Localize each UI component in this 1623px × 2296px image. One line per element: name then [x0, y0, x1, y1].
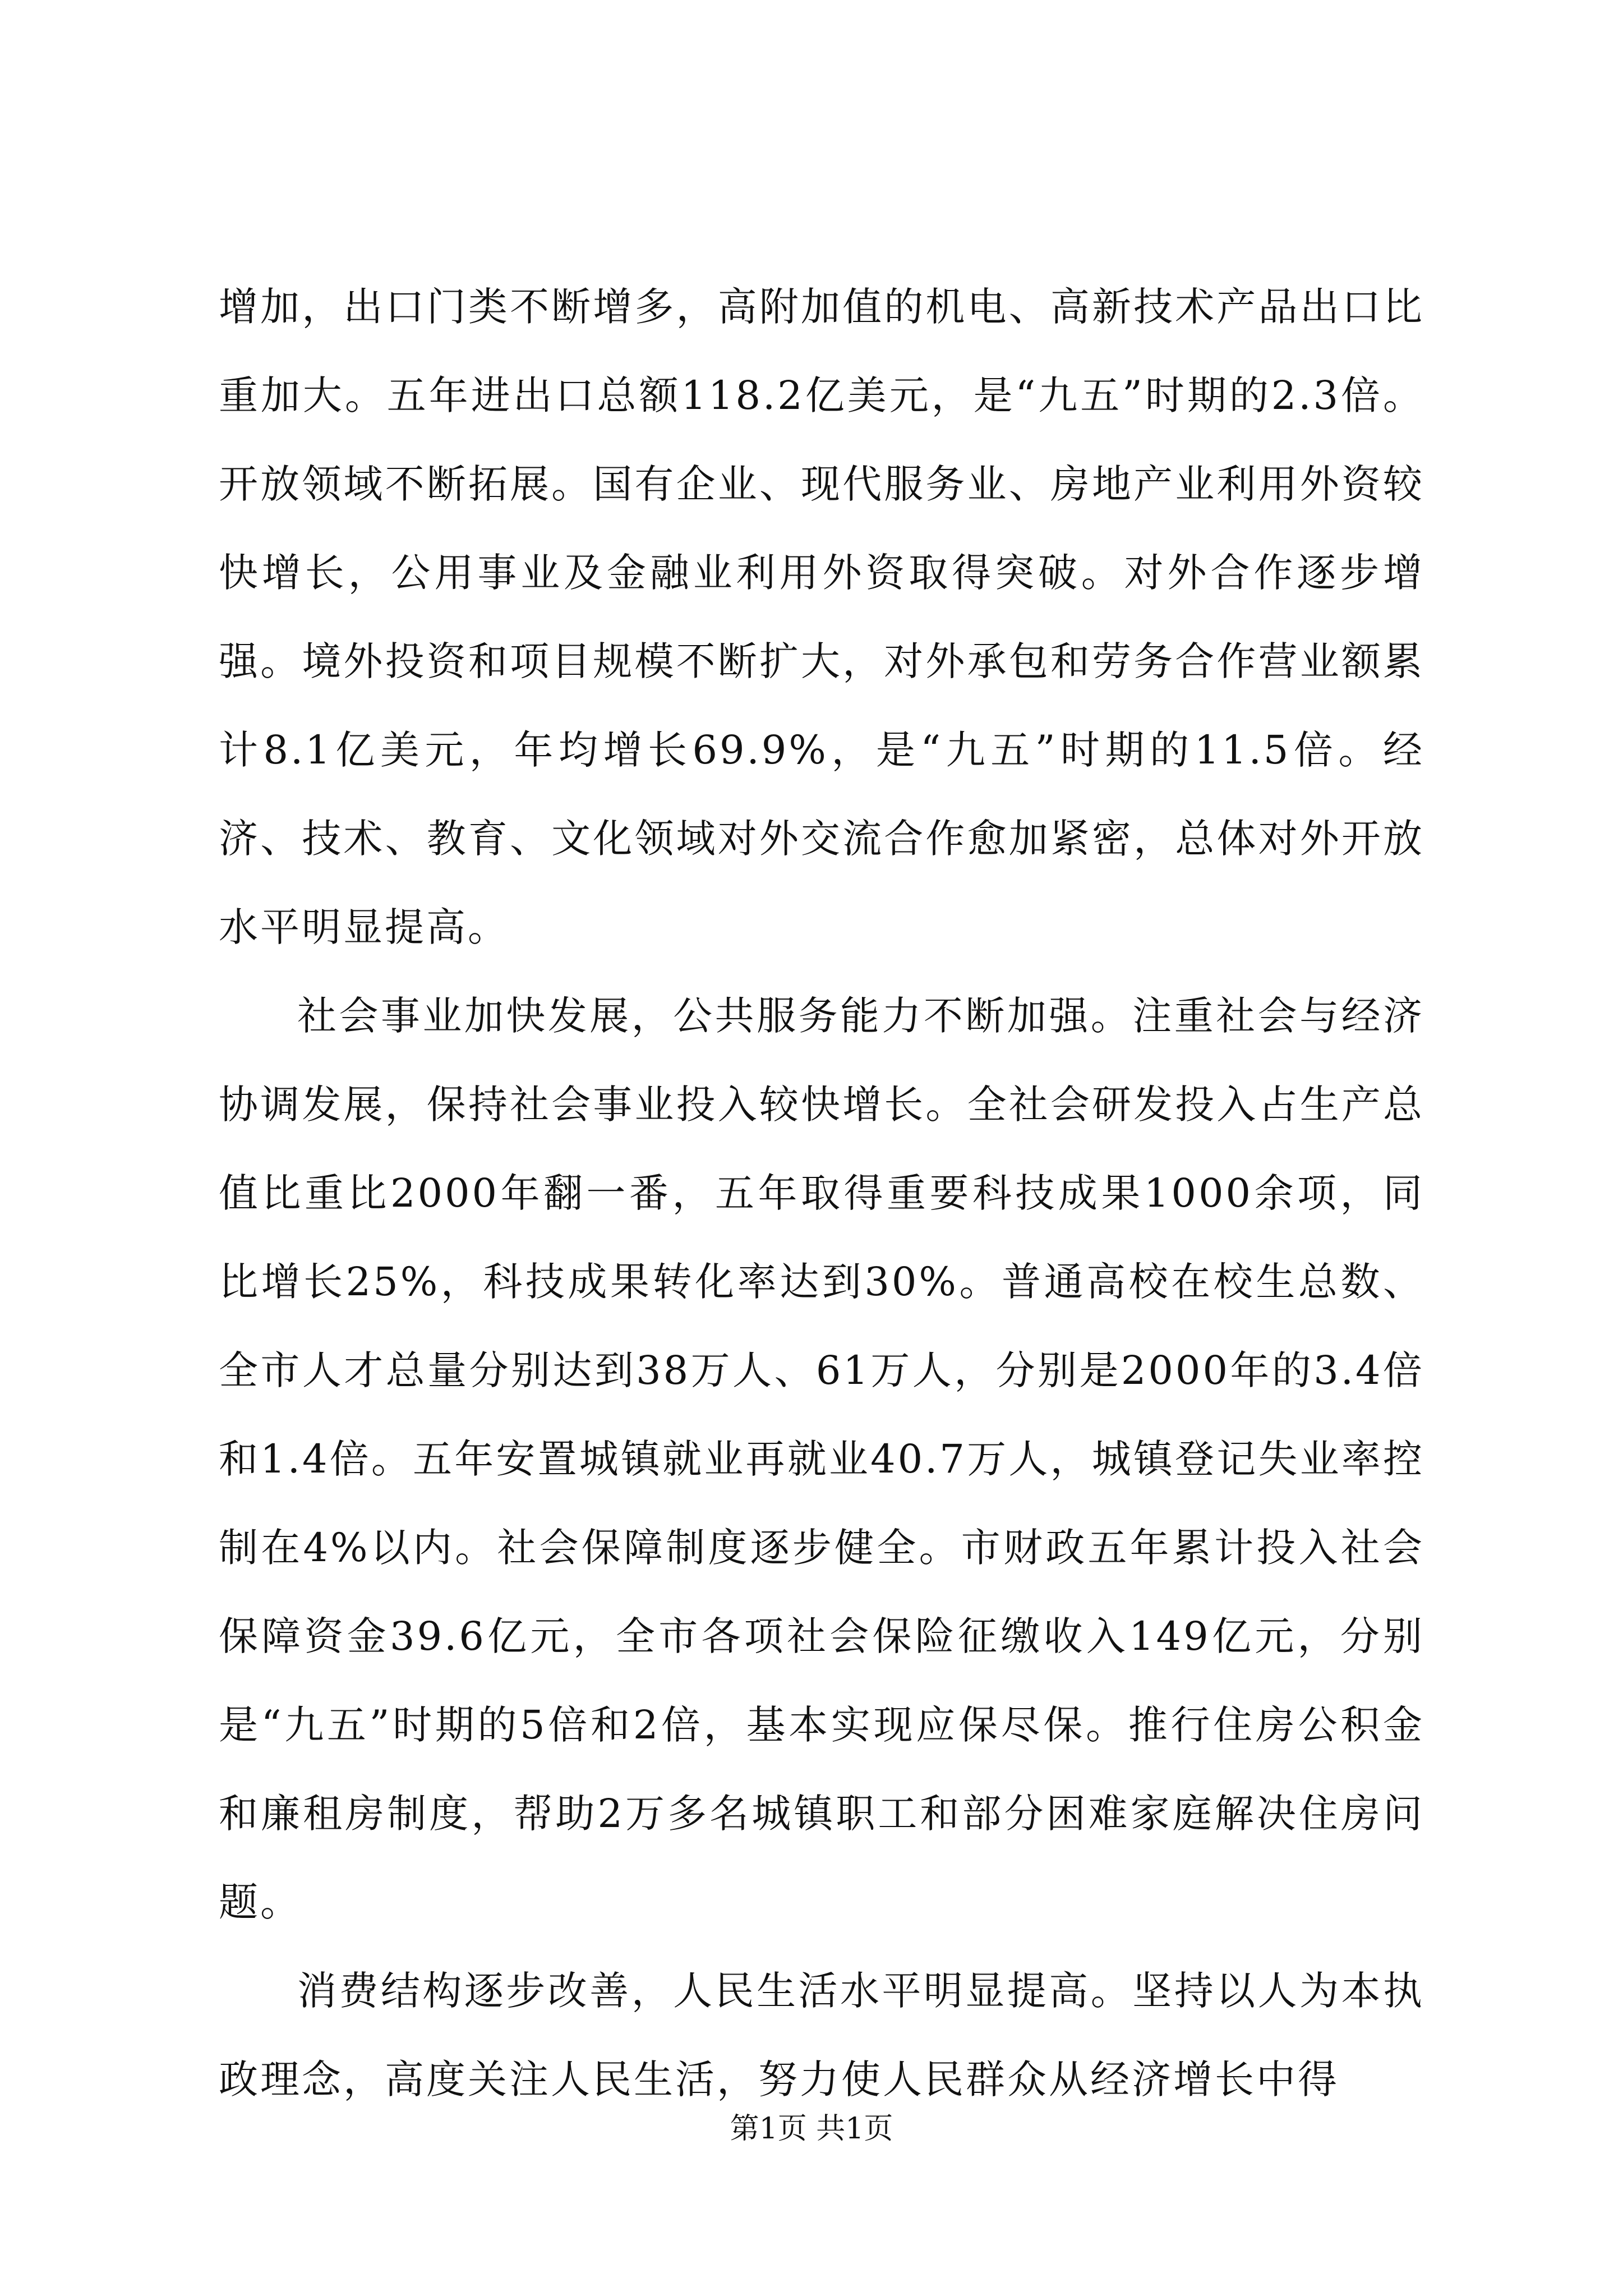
page-footer: 第1页 共1页 [730, 2112, 893, 2146]
paragraph-1: 增加，出口门类不断增多，高附加值的机电、高新技术产品出口比重加大。五年进出口总额118.2亿美元，是“九五”时期的2.3倍。开放领域不断拓展。国有企业、现代服务业、房地产业利用外资较快增长，公用事业及金融业利用外资取得突破。对外合作逐步增强。境外投资和项目规模不断扩大，对外承包和劳务合作营业额累计8.1亿美元，年均增长69.9%，是“九五”时期的11.5倍。经济、技术、教育、文化领域对外交流合作愈加紧密，总体对外开放水平明显提高。 [219, 284, 1424, 950]
paragraph-3: 消费结构逐步改善，人民生活水平明显提高。坚持以人为本执政理念，高度关注人民生活，努力使人民群众从经济增长中得 [219, 1968, 1424, 2102]
paragraph-2: 社会事业加快发展，公共服务能力不断加强。注重社会与经济协调发展，保持社会事业投入较快增长。全社会研发投入占生产总值比重比2000年翻一番，五年取得重要科技成果1000余项，同比增长25%，科技成果转化率达到30%。普通高校在校生总数、全市人才总量分别达到38万人、61万人，分别是2000年的3.4倍和1.4倍。五年安置城镇就业再就业40.7万人，城镇登记失业率控制在4%以内。社会保障制度逐步健全。市财政五年累计投入社会保障资金39.6亿元，全市各项社会保险征缴收入149亿元，分别是“九五”时期的5倍和2倍，基本实现应保尽保。推行住房公积金和廉租房制度，帮助2万多名城镇职工和部分困难家庭解决住房问题。 [219, 993, 1424, 1925]
body-text [219, 263, 1424, 2124]
